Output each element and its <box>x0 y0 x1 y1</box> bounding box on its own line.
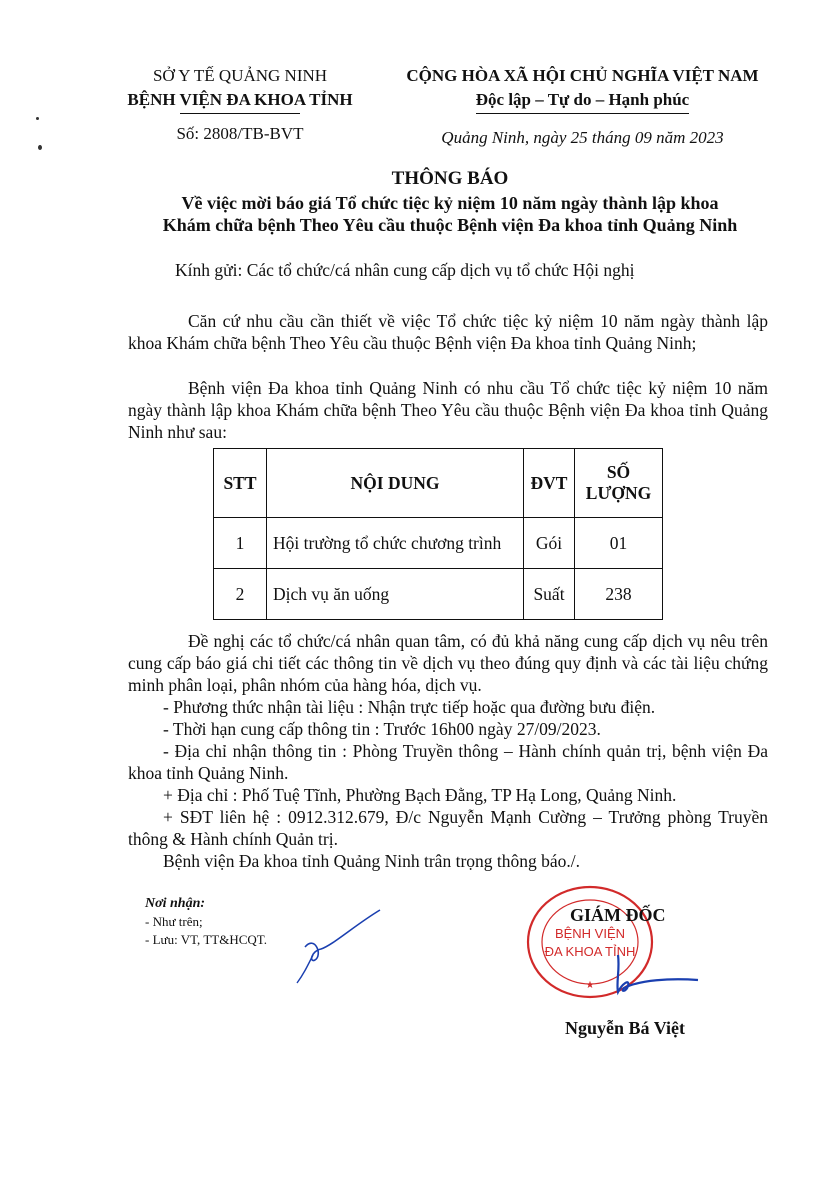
nation-line-2: Độc lập – Tự do – Hạnh phúc <box>476 88 689 114</box>
deadline-line: - Thời hạn cung cấp thông tin : Trước 16h00 ngày 27/09/2023. <box>163 719 601 739</box>
cell-unit: Gói <box>524 518 575 569</box>
subject-line-2: Khám chữa bệnh Theo Yêu cầu thuộc Bệnh viện Đa khoa tỉnh Quảng Ninh <box>162 215 738 235</box>
recipients-heading: Nơi nhận: <box>145 896 206 911</box>
table-row <box>214 569 663 620</box>
org-line-1: SỞ Y TẾ QUẢNG NINH <box>152 66 328 85</box>
col-header-content: NỘI DUNG <box>267 449 524 518</box>
notice-details <box>128 630 768 872</box>
director-signature <box>600 950 700 1000</box>
cell-stt: 1 <box>214 518 267 569</box>
paragraph-basis <box>128 310 768 354</box>
scan-mark <box>36 117 39 120</box>
table-header-row <box>214 449 663 518</box>
paragraph-need <box>128 377 768 443</box>
issuing-org <box>95 64 385 146</box>
recipient-line: Kính gửi: Các tổ chức/cá nhân cung cấp dịch vụ tổ chức Hội nghị <box>175 260 635 280</box>
svg-text:★: ★ <box>585 980 595 991</box>
signer-name: Nguyễn Bá Việt <box>565 1018 686 1038</box>
address-info-line: - Địa chỉ nhận thông tin : Phòng Truyền thông – Hành chính quản trị, bệnh viện Đa khoa tỉnh Quảng Ninh. <box>128 741 768 783</box>
cell-content: Dịch vụ ăn uống <box>267 569 524 620</box>
header-underline <box>180 112 300 114</box>
col-header-stt: STT <box>214 449 267 518</box>
signer-title: GIÁM ĐỐC <box>570 905 666 925</box>
org-line-2: BỆNH VIỆN ĐA KHOA TỈNH <box>127 90 353 109</box>
cell-unit: Suất <box>524 569 575 620</box>
recipients-list <box>145 895 267 949</box>
method-line: - Phương thức nhận tài liệu : Nhận trực tiếp hoặc qua đường bưu điện. <box>163 697 656 717</box>
request-paragraph: Đề nghị các tổ chức/cá nhân quan tâm, có đủ khả năng cung cấp dịch vụ nêu trên cung cấp báo giá chi tiết các thông tin về dịch vụ theo đúng quy định và các tài liệu chứng minh phân loại, phân nhóm của hàng hóa, dịch vụ. <box>128 631 768 695</box>
table-row <box>214 518 663 569</box>
paragraph-text: Căn cứ nhu cầu cần thiết về việc Tổ chức tiệc kỷ niệm 10 năm ngày thành lập khoa Khám chữa bệnh Theo Yêu cầu thuộc Bệnh viện Đa khoa tỉnh Quảng Ninh; <box>128 311 768 353</box>
cell-qty: 238 <box>575 569 663 620</box>
document-number: Số: 2808/TB-BVT <box>176 124 304 143</box>
col-header-qty: SỐ LƯỢNG <box>575 449 663 518</box>
document-title <box>100 168 800 236</box>
stamp-text-1: BỆNH VIỆN <box>554 926 626 941</box>
nation-line-1: CỘNG HÒA XÃ HỘI CHỦ NGHĨA VIỆT NAM <box>406 66 759 85</box>
subject-line-1: Về việc mời báo giá Tổ chức tiệc kỷ niệm 10 năm ngày thành lập khoa <box>181 193 719 213</box>
scan-mark <box>38 145 42 150</box>
cell-qty: 01 <box>575 518 663 569</box>
national-header <box>385 64 780 150</box>
recipients-item: - Lưu: VT, TT&HCQT. <box>145 932 267 947</box>
closing-line: Bệnh viện Đa khoa tỉnh Quảng Ninh trân trọng thông báo./. <box>163 851 581 871</box>
cell-content: Hội trường tổ chức chương trình <box>267 518 524 569</box>
date-line: Quảng Ninh, ngày 25 tháng 09 năm 2023 <box>441 128 724 147</box>
paragraph-text: Bệnh viện Đa khoa tỉnh Quảng Ninh có nhu cầu Tổ chức tiệc kỷ niệm 10 năm ngày thành lập khoa Khám chữa bệnh Theo Yêu cầu thuộc Bệnh viện Đa khoa tỉnh Quảng Ninh như sau: <box>128 378 768 442</box>
recipients-item: - Như trên; <box>145 914 203 929</box>
title-heading: THÔNG BÁO <box>391 168 509 189</box>
contact-line: + SĐT liên hệ : 0912.312.679, Đ/c Nguyễn Mạnh Cường – Trưởng phòng Truyền thông & Hành chính Quản trị. <box>128 807 768 849</box>
stamp-text-2: ĐA KHOA TỈNH <box>544 944 636 959</box>
address-line: + Địa chỉ : Phố Tuệ Tĩnh, Phường Bạch Đằng, TP Hạ Long, Quảng Ninh. <box>163 785 677 805</box>
items-table <box>213 448 663 620</box>
col-header-unit: ĐVT <box>524 449 575 518</box>
cell-stt: 2 <box>214 569 267 620</box>
initial-signature <box>285 905 385 985</box>
